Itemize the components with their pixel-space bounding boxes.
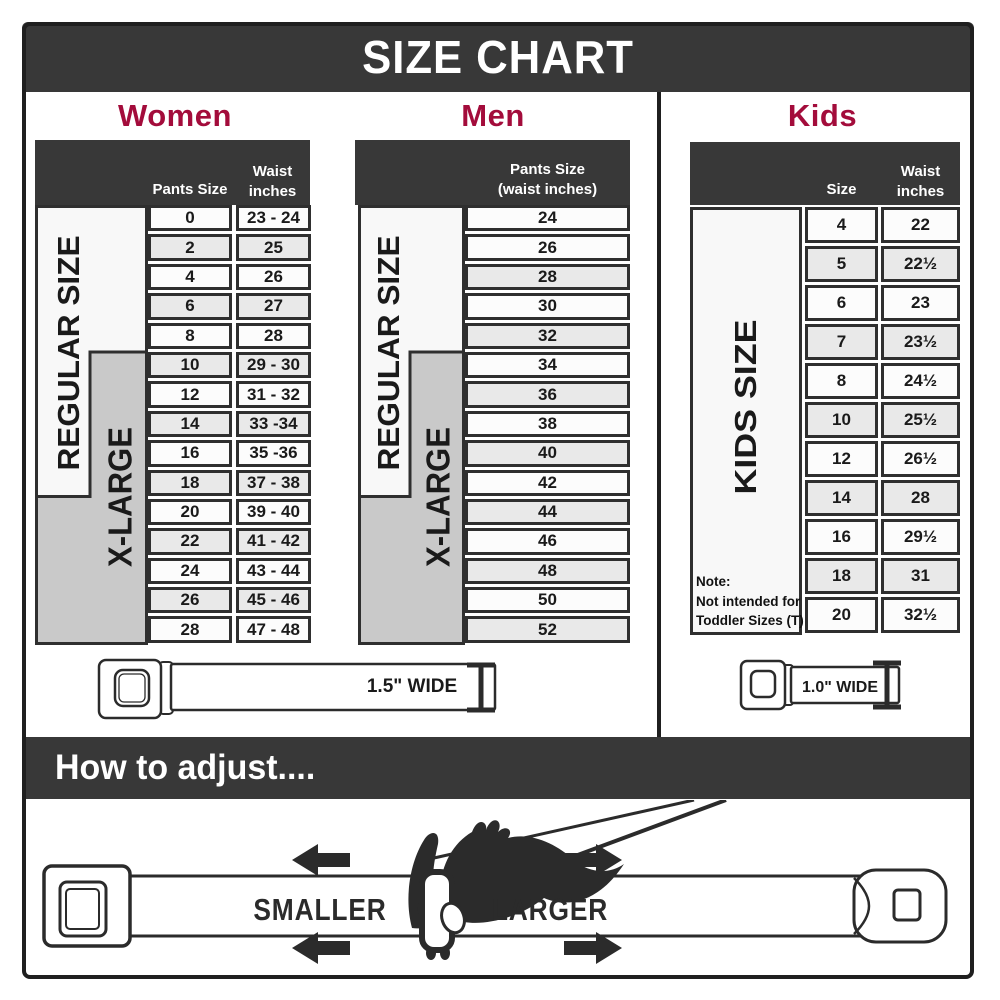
men-xlarge-label: X-LARGE: [419, 418, 457, 567]
table-cell: 14: [148, 411, 232, 437]
men-regular-size-label: REGULAR SIZE: [371, 239, 407, 471]
table-cell: 26: [236, 264, 311, 290]
table-cell: 6: [148, 293, 232, 319]
table-cell: 16: [148, 440, 232, 466]
table-cell: 46: [465, 528, 630, 554]
table-cell: 37 - 38: [236, 470, 311, 496]
adjust-belt-illustration: [26, 800, 974, 978]
women-waist-header: Waist inches: [248, 163, 297, 200]
table-cell: 38: [465, 411, 630, 437]
table-cell: 14: [805, 480, 878, 516]
men-size-table: [465, 205, 630, 643]
men-pants-size-header: Pants Size (waist inches): [497, 161, 598, 198]
how-to-adjust-banner: [22, 737, 974, 799]
table-cell: 12: [148, 381, 232, 407]
table-cell: 43 - 44: [236, 558, 311, 584]
table-cell: 22: [881, 207, 960, 243]
table-cell: 10: [805, 402, 878, 438]
table-cell: 28: [148, 616, 232, 642]
table-cell: 18: [148, 470, 232, 496]
table-cell: 48: [465, 558, 630, 584]
table-cell: 33 -34: [236, 411, 311, 437]
kids-size-label: KIDS SIZE: [728, 342, 764, 495]
table-cell: 47 - 48: [236, 616, 311, 642]
table-cell: 31: [881, 558, 960, 594]
table-cell: 35 -36: [236, 440, 311, 466]
women-xlarge-label: X-LARGE: [101, 418, 139, 567]
table-cell: 26: [148, 587, 232, 613]
seatbelt-buckle-icon: [44, 866, 130, 946]
section-divider: [657, 92, 661, 737]
kids-size-table: [805, 207, 960, 633]
table-cell: 52: [465, 616, 630, 642]
table-cell: 16: [805, 519, 878, 555]
women-section-title: Women: [118, 98, 232, 133]
women-size-range-panel: [35, 205, 148, 645]
table-cell: 20: [148, 499, 232, 525]
table-cell: 28: [465, 264, 630, 290]
table-cell: 25: [236, 234, 311, 260]
table-cell: 28: [236, 323, 311, 349]
kids-size-header: Size: [826, 180, 857, 198]
table-cell: 24: [465, 205, 630, 231]
kids-table-header: [690, 142, 960, 205]
table-cell: 30: [465, 293, 630, 319]
table-cell: 26: [465, 234, 630, 260]
table-cell: 23½: [881, 324, 960, 360]
table-cell: 45 - 46: [236, 587, 311, 613]
table-cell: 31 - 32: [236, 381, 311, 407]
table-cell: 7: [805, 324, 878, 360]
table-cell: 23: [881, 285, 960, 321]
size-chart-banner: [22, 22, 974, 92]
men-size-range-panel: [358, 205, 465, 645]
table-cell: 12: [805, 441, 878, 477]
larger-label: LARGER: [491, 892, 609, 927]
table-cell: 24½: [881, 363, 960, 399]
table-cell: 27: [236, 293, 311, 319]
table-cell: 0: [148, 205, 232, 231]
table-cell: 26½: [881, 441, 960, 477]
table-cell: 40: [465, 440, 630, 466]
table-cell: 29½: [881, 519, 960, 555]
table-cell: 23 - 24: [236, 205, 311, 231]
how-to-adjust-title: How to adjust....: [54, 748, 316, 787]
table-cell: 10: [148, 352, 232, 378]
table-cell: 39 - 40: [236, 499, 311, 525]
page-title: SIZE CHART: [362, 31, 634, 83]
kids-section-title: Kids: [787, 98, 858, 133]
men-section-title: Men: [461, 98, 525, 133]
smaller-label: SMALLER: [253, 892, 387, 927]
adult-belt-width-label: 1.5" WIDE: [366, 676, 458, 697]
table-cell: 24: [148, 558, 232, 584]
table-cell: 32: [465, 323, 630, 349]
women-size-table: [148, 205, 311, 643]
table-cell: 25½: [881, 402, 960, 438]
seatbelt-buckle-icon: [741, 661, 785, 709]
table-cell: 8: [805, 363, 878, 399]
table-cell: 4: [148, 264, 232, 290]
women-regular-size-label: REGULAR SIZE: [51, 239, 87, 471]
kids-belt-width-label: 1.0" WIDE: [801, 679, 879, 696]
table-cell: 44: [465, 499, 630, 525]
seatbelt-buckle-icon: [99, 660, 161, 718]
kids-size-range-panel: [690, 207, 802, 635]
table-cell: 22½: [881, 246, 960, 282]
table-cell: 8: [148, 323, 232, 349]
table-cell: 32½: [881, 597, 960, 633]
table-cell: 29 - 30: [236, 352, 311, 378]
table-cell: 4: [805, 207, 878, 243]
women-table-header: [35, 140, 310, 205]
table-cell: 34: [465, 352, 630, 378]
table-cell: 22: [148, 528, 232, 554]
table-cell: 50: [465, 587, 630, 613]
table-cell: 6: [805, 285, 878, 321]
table-cell: 36: [465, 381, 630, 407]
kids-note: Note: Not intended for Toddler Sizes (T): [696, 574, 804, 629]
table-cell: 20: [805, 597, 878, 633]
women-pants-size-header: Pants Size: [152, 180, 228, 198]
belt-tip: [854, 870, 946, 942]
arrow-left-icon: [292, 844, 350, 876]
table-cell: 5: [805, 246, 878, 282]
men-table-header: [355, 140, 630, 205]
table-cell: 42: [465, 470, 630, 496]
table-cell: 18: [805, 558, 878, 594]
table-cell: 2: [148, 234, 232, 260]
table-cell: 28: [881, 480, 960, 516]
table-cell: 41 - 42: [236, 528, 311, 554]
kids-waist-header: Waist inches: [896, 163, 945, 200]
